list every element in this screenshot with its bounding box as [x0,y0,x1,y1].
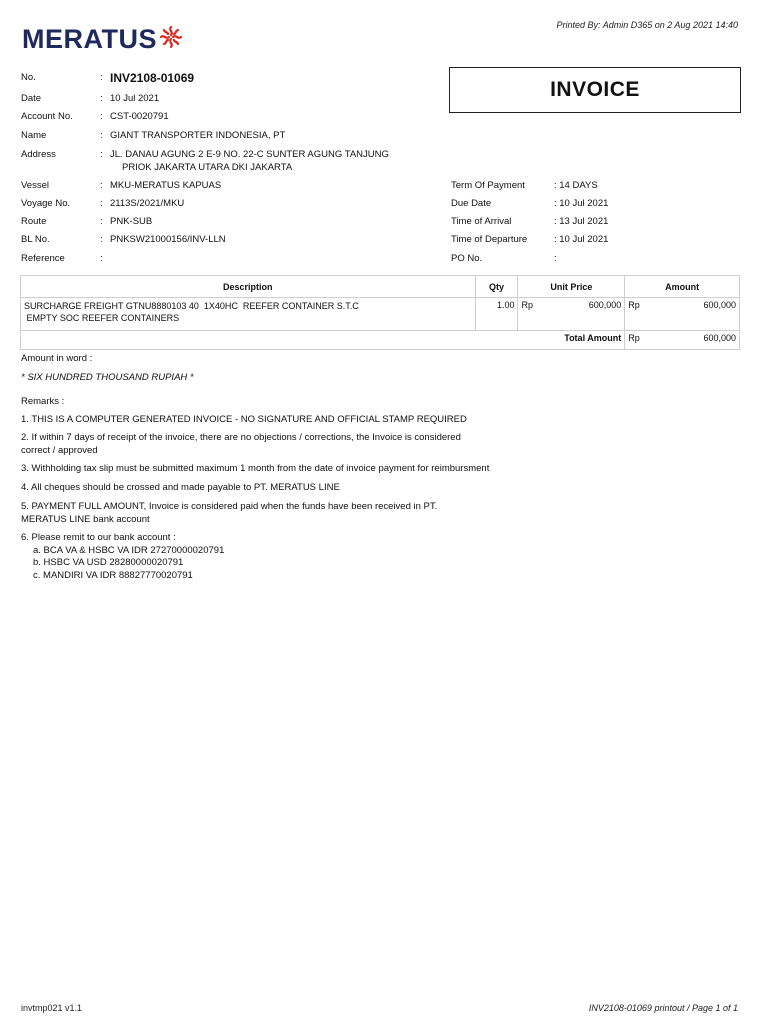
column-header-description: Description [21,276,476,298]
field-label-reference: Reference [21,253,65,264]
column-header-qty: Qty [475,276,518,298]
item-amount-currency: Rp [628,300,640,310]
field-label-date: Date [21,93,42,104]
field-label-bl: BL No. [21,234,50,245]
item-amount-cell [625,298,740,331]
customer-address-line1: JL. DANAU AGUNG 2 E-9 NO. 22-C SUNTER AGUNG TANJUNG [110,149,389,160]
total-amount-cell [625,331,740,350]
meratus-star-icon [159,25,183,49]
route-value: PNK-SUB [110,216,153,227]
total-value: 600,000 [703,333,736,343]
total-currency: Rp [628,333,640,343]
customer-address-line2: PRIOK JAKARTA UTARA DKI JAKARTA [122,162,293,173]
remark-3: 3. Withholding tax slip must be submitted maximum 1 month from the date of invoice payment for reimbursment [21,463,490,474]
item-amount: 600,000 [703,300,736,310]
due-date: : 10 Jul 2021 [554,198,609,209]
item-unit-price: 600,000 [588,300,622,310]
po-number: : [554,253,557,264]
document-title-box [449,67,741,113]
field-label-no: No. [21,72,36,83]
term-of-payment: : 14 DAYS [554,180,598,191]
amount-in-word-value: * SIX HUNDRED THOUSAND RUPIAH * [21,372,194,383]
amount-in-word-label: Amount in word : [21,353,93,364]
remark-1: 1. THIS IS A COMPUTER GENERATED INVOICE - NO SIGNATURE AND OFFICIAL STAMP REQUIRED [21,414,467,425]
field-label-departure: Time of Departure [451,234,528,245]
item-description-line2: EMPTY SOC REEFER CONTAINERS [24,313,180,323]
bank-account-a: a. BCA VA & HSBC VA IDR 27270000020791 [33,545,225,556]
table-row [21,298,740,331]
field-label-name: Name [21,130,47,141]
footer-page-info: INV2108-01069 printout / Page 1 of 1 [588,1003,738,1013]
printed-by-note: Printed By: Admin D365 on 2 Aug 2021 14:40 [556,20,738,30]
field-label-arrival: Time of Arrival [451,216,512,227]
bank-account-b: b. HSBC VA USD 28280000020791 [33,557,184,568]
invoice-number: INV2108-01069 [110,71,195,85]
item-unit-price-cell [518,298,625,331]
voyage-value: 2113S/2021/MKU [110,198,185,209]
field-label-address: Address [21,149,56,160]
item-unit-currency: Rp [521,300,533,310]
item-qty: 1.00 [475,298,518,331]
time-of-arrival: : 13 Jul 2021 [554,216,609,227]
remark-4: 4. All cheques should be crossed and made payable to PT. MERATUS LINE [21,482,340,493]
remark-6: 6. Please remit to our bank account : [21,532,176,543]
column-header-unit-price: Unit Price [518,276,625,298]
item-description-line1: SURCHARGE FREIGHT GTNU8880103 40 1X40HC REEFER CONTAINER S.T.C [24,301,359,311]
remark-2-line2: correct / approved [21,445,98,456]
total-amount-label: Total Amount [21,331,625,350]
time-of-departure: : 10 Jul 2021 [554,234,609,245]
account-number: CST-0020791 [110,111,169,122]
vessel-value: MKU-MERATUS KAPUAS [110,180,222,191]
field-label-due: Due Date [451,198,492,209]
field-label-term: Term Of Payment [451,180,525,191]
footer-template-version: invtmp021 v1.1 [21,1003,83,1013]
document-title: INVOICE [550,78,640,101]
company-logo-text: MERATUS [22,24,157,54]
remark-5-line2: MERATUS LINE bank account [21,514,150,525]
bank-account-c: c. MANDIRI VA IDR 88827770020791 [33,570,193,581]
table-total-row [21,331,740,350]
field-label-vessel: Vessel [21,180,49,191]
field-label-po: PO No. [451,253,483,264]
company-logo [22,24,183,54]
column-header-amount: Amount [625,276,740,298]
invoice-items-table [20,275,740,350]
field-label-route: Route [21,216,47,227]
table-header-row [21,276,740,298]
item-description [21,298,476,331]
remark-2-line1: 2. If within 7 days of receipt of the invoice, there are no objections / corrections, the Invoice is considered [21,432,461,443]
remarks-label: Remarks : [21,396,65,407]
bl-number: PNKSW21000156/INV-LLN [110,234,226,245]
field-label-account: Account No. [21,111,73,122]
customer-name: GIANT TRANSPORTER INDONESIA, PT [110,130,286,141]
field-label-voyage: Voyage No. [21,198,71,209]
remark-5-line1: 5. PAYMENT FULL AMOUNT, Invoice is considered paid when the funds have been received in PT. [21,501,438,512]
invoice-date: 10 Jul 2021 [110,93,160,104]
